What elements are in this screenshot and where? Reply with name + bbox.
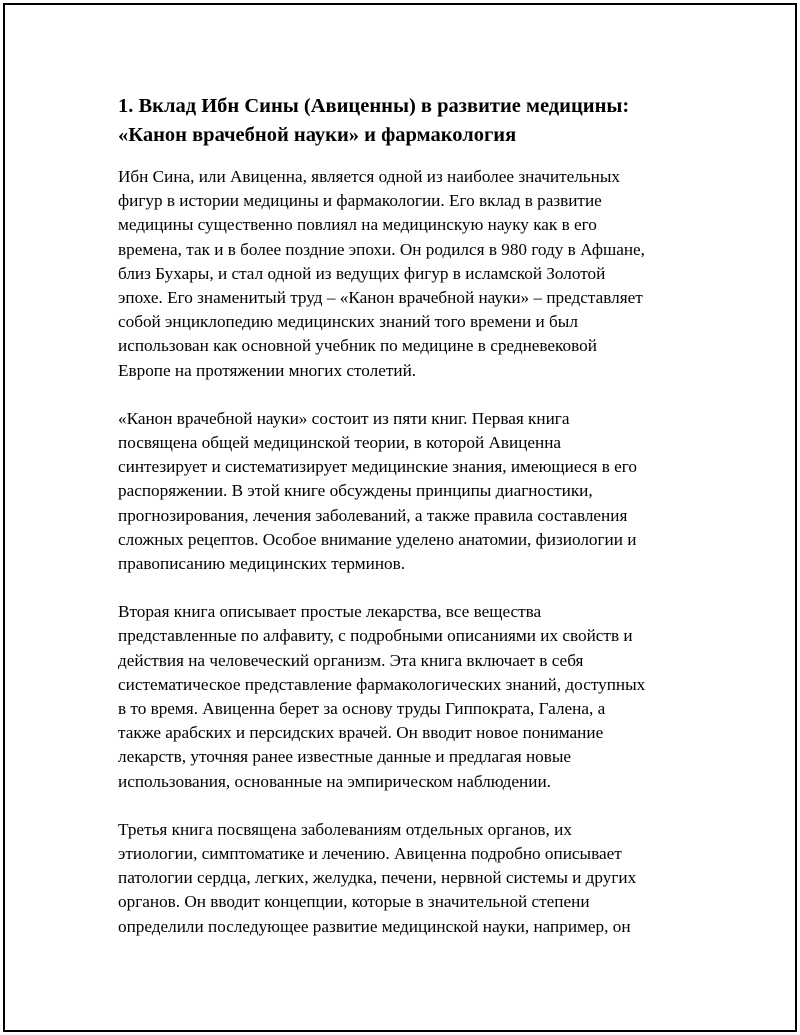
paragraph (118, 818, 693, 939)
text-line: «Канон врачебной науки» состоит из пяти книг. Первая книга (118, 408, 570, 428)
text-line: лекарств, уточняя ранее известные данные и предлагая новые (118, 747, 572, 767)
text-line: Третья книга посвящена заболеваниям отдельных органов, их (118, 819, 572, 839)
text-line: патологии сердца, легких, желудка, печени, нервной системы и других (118, 868, 637, 888)
text-line: фигур в истории медицины и фармакологии. Его вклад в развитие (118, 191, 602, 211)
text-line: правописанию медицинских терминов. (118, 554, 406, 574)
text-line: органов. Он вводит концепции, которые в значительной степени (118, 892, 590, 912)
text-line: Европе на протяжении многих столетий. (118, 360, 417, 380)
text-line: Ибн Сина, или Авиценна, является одной из наиболее значительных (118, 167, 620, 186)
text-line: распоряжении. В этой книге обсуждены принципы диагностики, (118, 481, 593, 501)
text-line: систематическое представление фармакологических знаний, доступных (118, 674, 646, 694)
heading-line: «Канон врачебной науки» и фармакология (118, 124, 517, 146)
text-line: определили последующее развитие медицинской науки, например, он (118, 916, 631, 936)
text-line: синтезирует и систематизирует медицинские знания, имеющиеся в его (118, 457, 637, 477)
document-body (118, 92, 693, 963)
text-line: этиологии, симптоматике и лечению. Авиценна подробно описывает (118, 844, 622, 864)
text-line: эпохе. Его знаменитый труд – «Канон врачебной науки» – представляет (118, 288, 643, 308)
text-line: Вторая книга описывает простые лекарства, все вещества (118, 602, 542, 622)
text-line: собой энциклопедию медицинских знаний того времени и был (118, 312, 578, 332)
text-line: посвящена общей медицинской теории, в которой Авиценна (118, 433, 562, 453)
text-line: в то время. Авиценна берет за основу труды Гиппократа, Галена, а (118, 699, 606, 719)
text-line: использования, основанные на эмпирическом наблюдении. (118, 771, 551, 791)
text-line: представленные по алфавиту, с подробными описаниями их свойств и (118, 626, 633, 646)
section-heading (118, 92, 693, 165)
text-line: действия на человеческий организм. Эта книга включает в себя (118, 650, 584, 670)
text-line: медицины существенно повлиял на медицинскую науку как в его (118, 215, 597, 235)
paragraph (118, 165, 693, 383)
paragraph (118, 407, 693, 576)
text-line: времена, так и в более поздние эпохи. Он родился в 980 году в Афшане, (118, 239, 645, 259)
text-line: сложных рецептов. Особое внимание уделено анатомии, физиологии и (118, 529, 637, 549)
paragraph (118, 600, 693, 794)
text-line: близ Бухары, и стал одной из ведущих фигур в исламской Золотой (118, 263, 606, 283)
heading-line: 1. Вклад Ибн Сины (Авиценны) в развитие медицины: (118, 95, 630, 117)
text-line: прогнозирования, лечения заболеваний, а также правила составления (118, 505, 628, 525)
text-line: использован как основной учебник по медицине в средневековой (118, 336, 597, 356)
text-line: также арабских и персидских врачей. Он вводит новое понимание (118, 723, 604, 743)
